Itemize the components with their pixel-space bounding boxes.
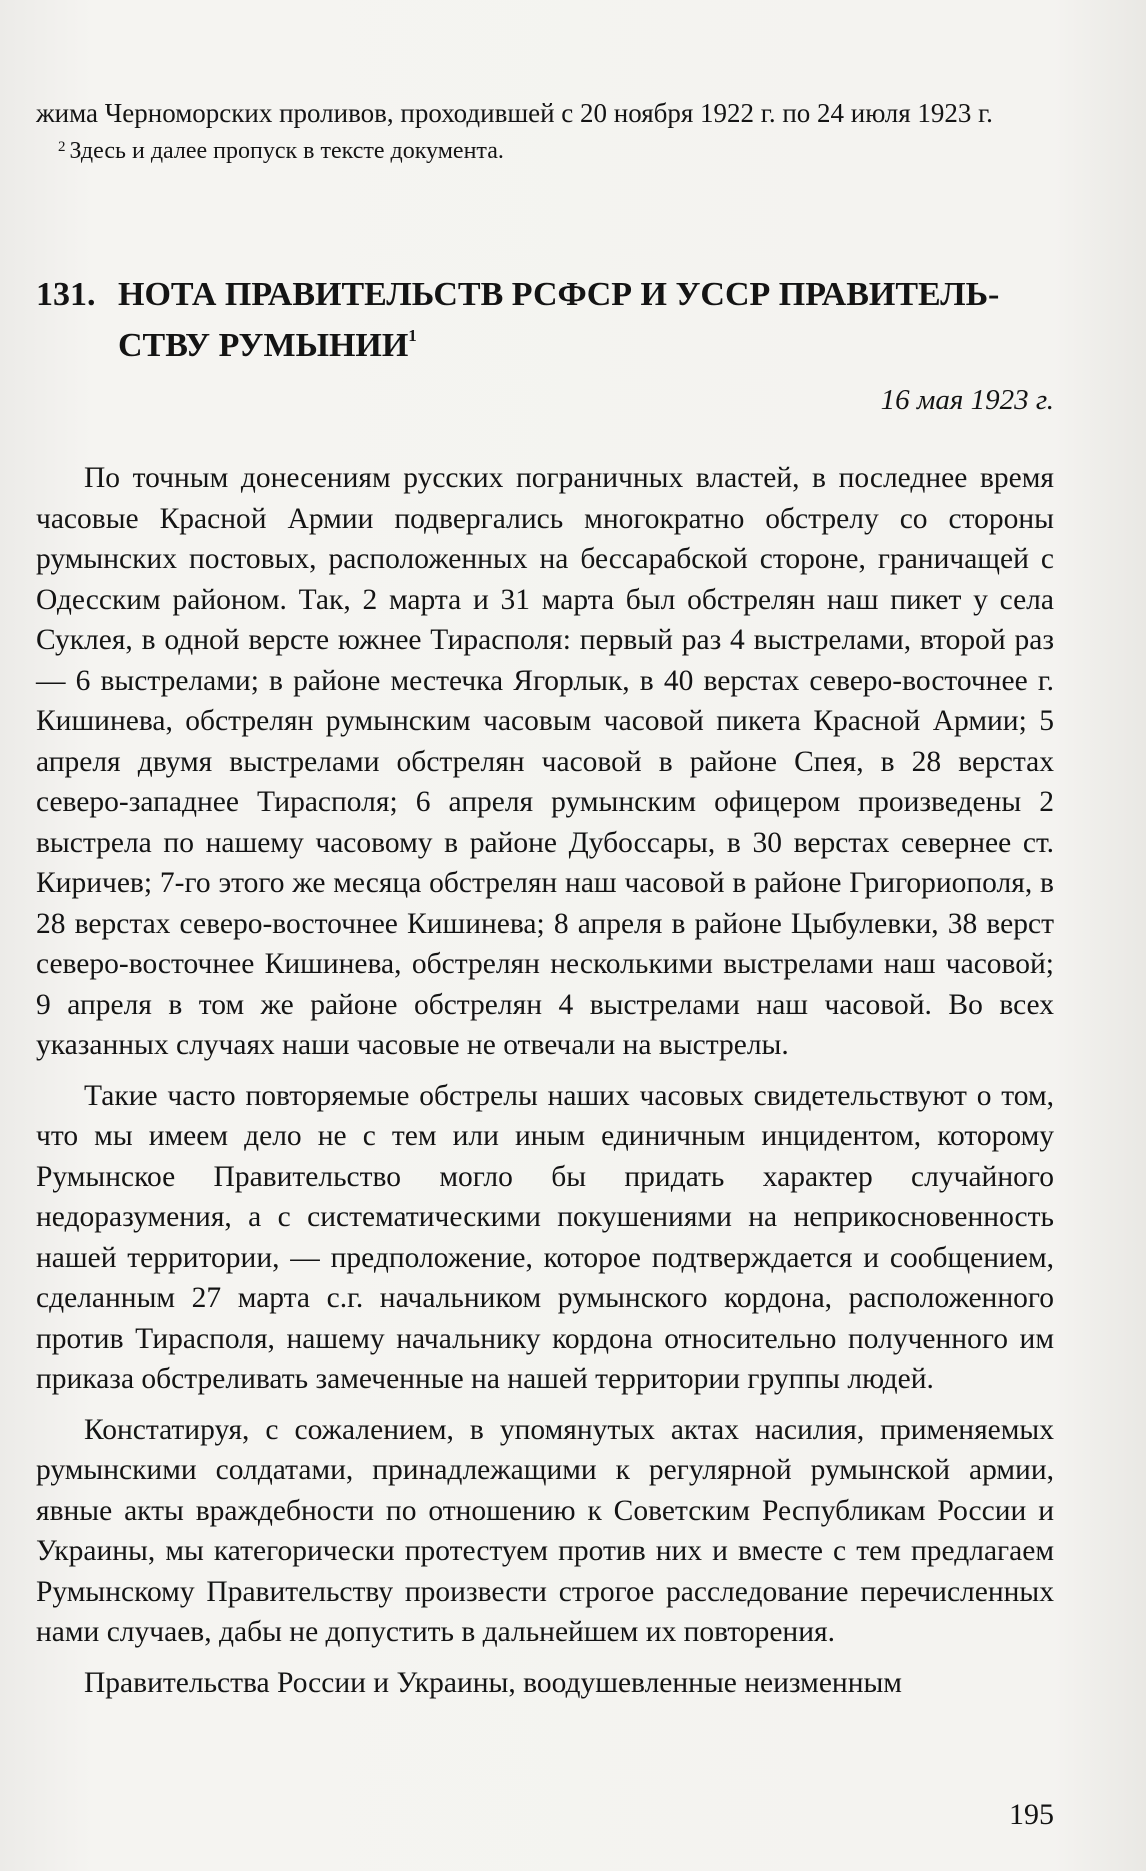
document-title-line-2: СТВУ РУМЫНИИ [118,327,409,364]
document-title-line-1: НОТА ПРАВИТЕЛЬСТВ РСФСР И УССР ПРАВИТЕЛЬ- [118,276,1000,313]
footnote-2-mark: 2 [58,139,66,155]
document-heading [36,274,1054,366]
footnotes [36,96,1054,168]
footnote-2-text: Здесь и далее пропуск в тексте документа. [69,138,504,164]
paragraph: Такие часто повторяемые обстрелы наших часовых свидетельствуют о том, что мы имеем дело не с тем или иным единичным инцидентом, которому Румынское Правительство могло бы придать характер случайного недоразумения, а с систематическими покушениями на неприкосновенность нашей территории, — предположение, которое подтверждается и сообщением, сделанным 27 марта с.г. начальником румынского кордона, расположенного против Тирасполя, нашему начальнику кордона относительно полученного им приказа обстреливать замеченные на нашей территории группы людей. [36,1079,1054,1395]
footnote-continued: жима Черноморских проливов, проходившей с 20 ноября 1922 г. по 24 июля 1923 г. [36,98,993,128]
page-number: 195 [1009,1798,1054,1831]
heading-line-1 [36,274,1054,315]
title-footnote-mark: 1 [408,326,417,345]
footnote-2 [36,130,1054,168]
document-date: 16 мая 1923 г. [880,384,1054,416]
heading-line-2 [36,315,1054,366]
document-body [36,458,1054,1713]
paragraph: Констатируя, с сожалением, в упомянутых актах насилия, применяемых румынскими солдатами, принадлежащими к регулярной румынской армии, явные акты враждебности по отношению к Советским Республикам России и Украины, мы категорически протестуем против них и вместе с тем предлагаем Румынскому Правительству произвести строгое расследование перечисленных нами случаев, дабы не допустить в дальнейшем их повторения. [36,1413,1054,1648]
document-number: 131. [36,276,96,313]
paragraph: По точным донесениям русских пограничных властей, в последнее время часовые Красной Армии подвергались многократно обстрелу со стороны румынских постовых, расположенных на бессарабской стороне, граничащей с Одесским районом. Так, 2 марта и 31 марта был обстрелян наш пикет у села Суклея, в одной версте южнее Тирасполя: первый раз 4 выстрелами, второй раз — 6 выстрелами; в районе местечка Ягорлык, в 40 верстах северо-восточнее г. Кишинева, обстрелян румынским часовым часовой пикета Красной Армии; 5 апреля двумя выстрелами обстрелян часовой в районе Спея, в 28 верстах северо-западнее Тирасполя; 6 апреля румынским офицером произведены 2 выстрела по нашему часовому в районе Дубоссары, в 30 верстах севернее ст. Киричев; 7-го этого же месяца обстрелян наш часовой в районе Григориополя, в 28 верстах северо-восточнее Кишинева; 8 апреля в районе Цыбулевки, 38 верст северо-восточнее Кишинева, обстрелян несколькими выстрелами наш часовой; 9 апреля в том же районе обстрелян 4 выстрелами наш часовой. Во всех указанных случаях наши часовые не отвечали на выстрелы. [36,462,1054,1061]
paragraph: Правительства России и Украины, воодушевленные неизменным [84,1666,902,1699]
